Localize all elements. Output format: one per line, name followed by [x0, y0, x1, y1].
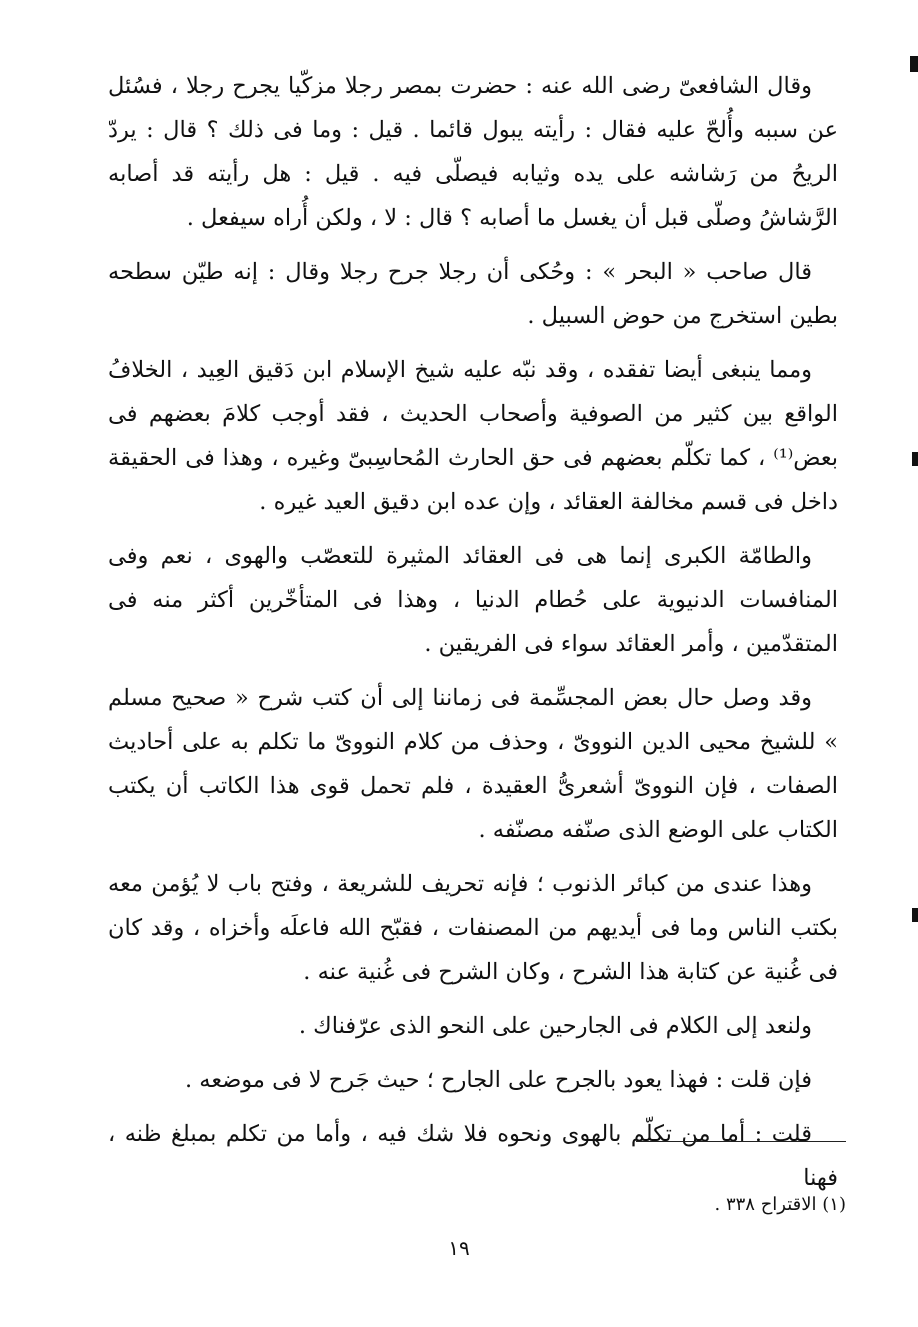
main-text — [108, 64, 838, 1210]
paragraph: ومما ينبغى أيضا تفقده ، وقد نبّه عليه شيخ الإسلام ابن دَقيق العِيد ، الخلافُ الواقع بين كثير من الصوفية وأصحاب الحديث ، فقد أوجب كلامَ بعضهم فى بعض⁽¹⁾ ، كما تكلّم بعضهم فى حق الحارث المُحاسِبىّ وغيره ، وهذا فى الحقيقة داخل فى قسم مخالفة العقائد ، وإن عده ابن دقيق العيد غيره . — [108, 357, 838, 515]
paragraph: وهذا عندى من كبائر الذنوب ؛ فإنه تحريف للشريعة ، وفتح باب لا يُؤمن معه بكتب الناس وما فى أيديهم من المصنفات ، فقبّح الله فاعلَه وأخزاه ، وقد كان فى غُنية عن كتابة هذا الشرح ، وكان الشرح فى غُنية عنه . — [108, 871, 838, 985]
scan-edge-mark — [912, 452, 918, 466]
scan-edge-mark — [910, 56, 918, 72]
footnote-separator — [636, 1141, 846, 1142]
paragraph: قال صاحب « البحر » : وحُكى أن رجلا جرح رجلا وقال : إنه طيّن سطحه بطين استخرج من حوض السبيل . — [108, 259, 838, 329]
page-number: ١٩ — [448, 1236, 470, 1260]
paragraph: وقد وصل حال بعض المجسِّمة فى زماننا إلى أن كتب شرح « صحيح مسلم » للشيخ محيى الدين النووىّ ، وحذف من كلام النووىّ ما تكلم به على أحاديث الصفات ، فإن النووىّ أشعرىُّ العقيدة ، فلم تحمل قوى هذا الكاتب أن يكتب الكتاب على الوضع الذى صنّفه مصنّفه . — [108, 685, 838, 843]
footnote: (١) الاقتراح ٣٣٨ . — [714, 1194, 846, 1215]
paragraph: وقال الشافعىّ رضى الله عنه : حضرت بمصر رجلا مزكّيا يجرح رجلا ، فسُئل عن سببه وأُلحّ عليه فقال : رأيته يبول قائما . قيل : وما فى ذلك ؟ قال : يردّ الريحُ من رَشاشه على يده وثيابه فيصلّى فيه . قيل : هل رأيته قد أصابه الرَّشاشُ وصلّى قبل أن يغسل ما أصابه ؟ قال : لا ، ولكن أُراه سيفعل . — [108, 73, 838, 231]
scan-edge-mark — [912, 908, 918, 922]
paragraph: قلت : أما من تكلّم بالهوى ونحوه فلا شك فيه ، وأما من تكلم بمبلغ ظنه ، فهنا — [108, 1121, 838, 1191]
paragraph: والطامّة الكبرى إنما هى فى العقائد المثيرة للتعصّب والهوى ، نعم وفى المنافسات الدنيوية على حُطام الدنيا ، وهذا فى المتأخّرين أكثر منه فى المتقدّمين ، وأمر العقائد سواء فى الفريقين . — [108, 543, 838, 657]
paragraph: ولنعد إلى الكلام فى الجارحين على النحو الذى عرّفناك . — [298, 1013, 812, 1039]
paragraph: فإن قلت : فهذا يعود بالجرح على الجارح ؛ حيث جَرح لا فى موضعه . — [184, 1067, 812, 1093]
